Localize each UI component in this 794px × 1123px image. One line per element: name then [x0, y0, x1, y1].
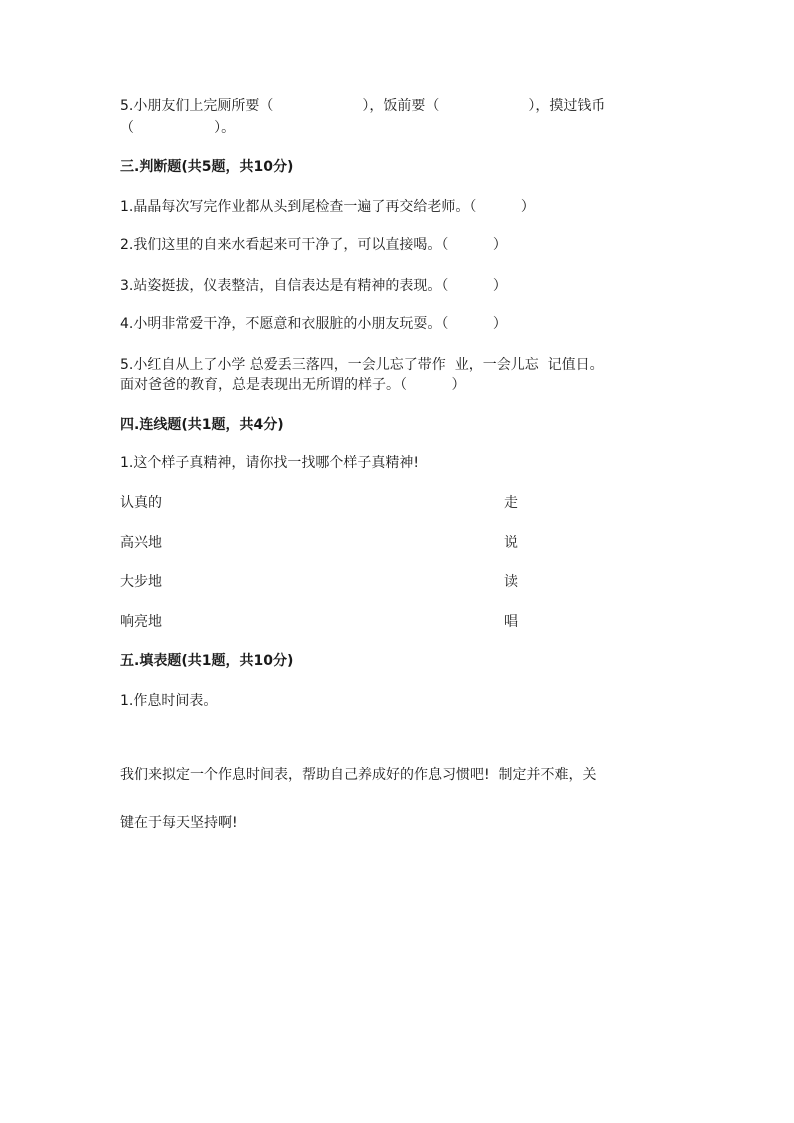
matching-right-item-4: 唱	[504, 614, 518, 630]
matching-left-item-4: 响亮地	[120, 614, 162, 630]
matching-right-item-1: 走	[504, 495, 518, 511]
table-paragraph-line2: 键在于每天坚持啊!	[120, 815, 238, 831]
judge-question-5-line1: 5.小红自从上了小学 总爱丢三落四，一会儿忘了带作 业，一会儿忘 记值日。	[120, 357, 604, 373]
fill-question-5-line2: （ ）。	[120, 120, 236, 136]
fill-question-5-line1: 5.小朋友们上完厕所要（ ），饭前要（ ），摸过钱币	[120, 98, 606, 114]
judge-question-5-line2: 面对爸爸的教育，总是表现出无所谓的样子。（ ）	[120, 377, 466, 393]
matching-left-item-2: 高兴地	[120, 535, 162, 551]
judge-question-2: 2.我们这里的自来水看起来可干净了，可以直接喝。（ ）	[120, 237, 507, 253]
judge-question-3: 3.站姿挺拔，仪表整洁，自信表达是有精神的表现。（ ）	[120, 278, 507, 294]
matching-left-item-1: 认真的	[120, 495, 162, 511]
matching-right-item-3: 读	[504, 574, 518, 590]
section-3-title: 三.判断题(共5题，共10分)	[120, 159, 294, 175]
matching-left-item-3: 大步地	[120, 574, 162, 590]
judge-question-4: 4.小明非常爱干净，不愿意和衣服脏的小朋友玩耍。（ ）	[120, 316, 507, 332]
matching-right-item-2: 说	[504, 535, 518, 551]
section-5-title: 五.填表题(共1题，共10分)	[120, 653, 294, 669]
table-prompt: 1.作息时间表。	[120, 693, 218, 709]
section-4-title: 四.连线题(共1题，共4分)	[120, 417, 284, 433]
judge-question-1: 1.晶晶每次写完作业都从头到尾检查一遍了再交给老师。（ ）	[120, 199, 535, 215]
table-paragraph-line1: 我们来拟定一个作息时间表，帮助自己养成好的作息习惯吧! 制定并不难，关	[120, 767, 597, 783]
matching-prompt: 1.这个样子真精神，请你找一找哪个样子真精神!	[120, 455, 419, 471]
